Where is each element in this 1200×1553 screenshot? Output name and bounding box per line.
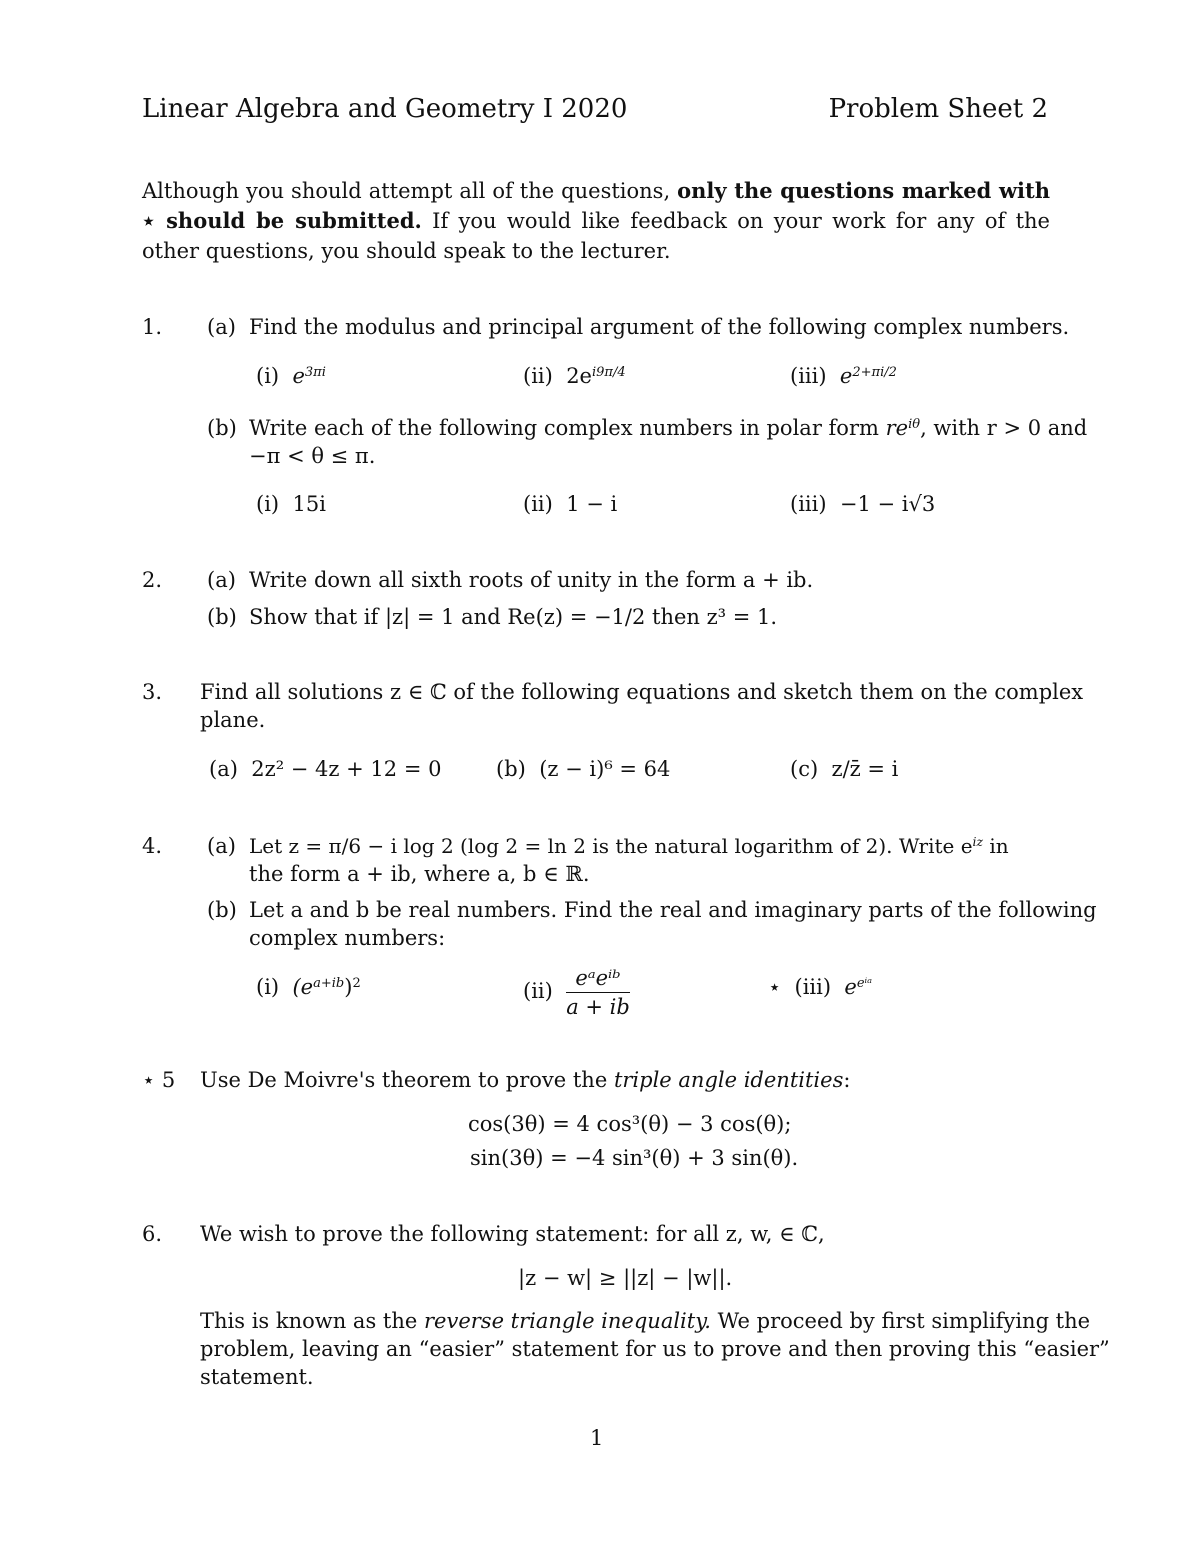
q2a-text: Write down all sixth roots of unity in the form a + ib. [249, 568, 814, 592]
star-icon: ⋆ [142, 1068, 156, 1092]
q6-para-line3: statement. [200, 1365, 314, 1389]
q4a-text-line2: the form a + ib, where a, b ∈ ℝ. [249, 862, 590, 886]
q4b-label: (b) [207, 898, 237, 922]
q2a-label: (a) [207, 568, 236, 592]
q1a-item-i: (i) $e^{3\pi i}$ [256, 364, 326, 388]
q6-para-line2: problem, leaving an “easier” statement for us to prove and then proving this “easier” [200, 1337, 1110, 1361]
q3-text-line2: plane. [200, 708, 266, 732]
q4a-label: (a) [207, 834, 236, 858]
intro-paragraph [142, 176, 1050, 266]
q6-text: We wish to prove the following statement: for all z, w, ∈ ℂ, [200, 1222, 825, 1246]
q5-number: ⋆ 5 [142, 1068, 176, 1092]
q3-item-a: (a) 2z² − 4z + 12 = 0 [209, 757, 442, 781]
q3-number: 3. [142, 680, 163, 704]
q2-number: 2. [142, 568, 163, 592]
q1b-text: Write each of the following complex numbers in polar form $re^{i\theta}$, with r > 0 and [249, 416, 1088, 440]
intro-bold: only the questions marked with ⋆ should be submitted. [142, 178, 1050, 233]
q6-eq: |z − w| ≥ ||z| − |w||. [518, 1266, 733, 1290]
q1b-label: (b) [207, 416, 237, 440]
q5-text: Use De Moivre's theorem to prove the triple angle identities: [200, 1068, 851, 1092]
q2b-label: (b) [207, 605, 237, 629]
q1b-item-iii: (iii) −1 − i√3 [790, 492, 936, 516]
q4-number: 4. [142, 834, 163, 858]
q6-para-line1: This is known as the reverse triangle inequality. We proceed by first simplifying the [200, 1309, 1091, 1333]
q4b-item-ii: (ii) $\frac{\text{eᵃeⁱᵇ}}{a + ib}$ [523, 966, 630, 1019]
q5-eq2: sin(3θ) = −4 sin³(θ) + 3 sin(θ). [470, 1146, 799, 1170]
q1a-label: (a) [207, 315, 236, 339]
q4b-item-iii: ⋆ (iii) $e^{e^iᵃ}$ [768, 975, 873, 999]
q6-number: 6. [142, 1222, 163, 1246]
star-icon: ⋆ [768, 975, 782, 999]
q3-item-b: (b) (z − i)⁶ = 64 [496, 757, 671, 781]
course-title: Linear Algebra and Geometry I 2020 [142, 94, 628, 124]
q1a-text: Find the modulus and principal argument of the following complex numbers. [249, 315, 1070, 339]
q3-item-c: (c) z/z̄ = i [790, 757, 899, 781]
page-number: 1 [590, 1426, 604, 1450]
q4b-item-i: (i) $(e^{a+ib})^2$ [256, 975, 361, 999]
q1b-item-ii: (ii) 1 − i [523, 492, 618, 516]
fraction: $\frac{\text{eᵃeⁱᵇ}}{a + ib}$ [566, 966, 630, 1019]
q1a-item-iii: (iii) $e^{2+\pi i/2}$ [790, 364, 897, 388]
intro-text-2: If you would like feedback on your work for any of the other questions, you should speak to the lecturer. [142, 209, 1050, 263]
q1-number: 1. [142, 315, 163, 339]
q5-eq1: cos(3θ) = 4 cos³(θ) − 3 cos(θ); [468, 1112, 792, 1136]
q1b-range: −π < θ ≤ π. [249, 444, 376, 468]
sheet-title: Problem Sheet 2 [828, 94, 1048, 124]
q1b-item-i: (i) 15i [256, 492, 326, 516]
intro-text: Although you should attempt all of the questions, [142, 179, 671, 203]
q1a-item-ii: (ii) $2e^{i9\pi/4}$ [523, 364, 626, 388]
q4b-text-line1: Let a and b be real numbers. Find the real and imaginary parts of the following [249, 898, 1097, 922]
q2b-text: Show that if |z| = 1 and Re(z) = −1/2 then z³ = 1. [249, 605, 778, 629]
q4b-text-line2: complex numbers: [249, 926, 446, 950]
q3-text-line1: Find all solutions z ∈ ℂ of the following equations and sketch them on the complex [200, 680, 1084, 704]
q4a-text-line1: Let z = π/6 − i log 2 (log 2 = ln 2 is the natural logarithm of 2). Write $e^{iz}$ in [249, 834, 1009, 858]
